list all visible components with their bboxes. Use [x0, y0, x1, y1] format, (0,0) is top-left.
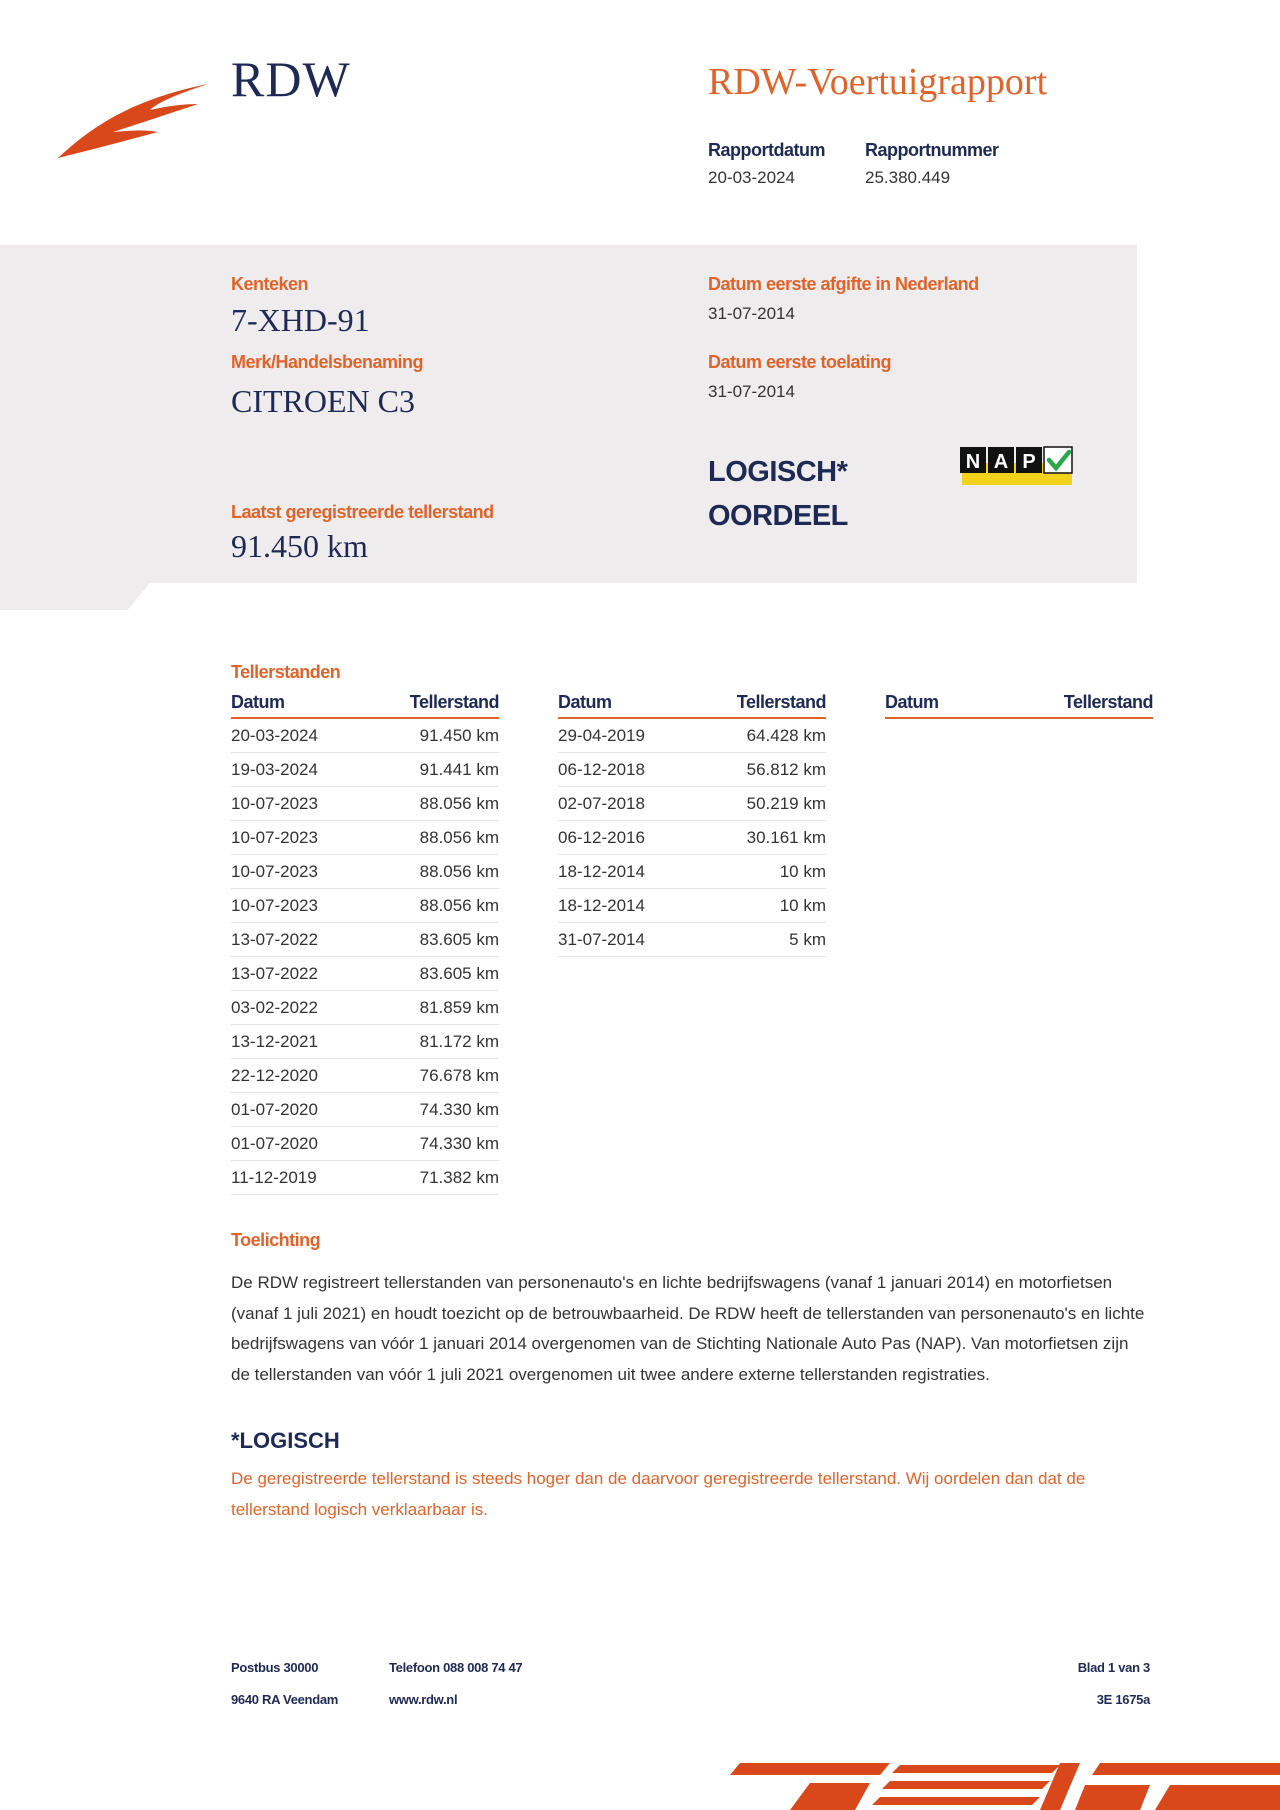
row-value: 88.056 km: [419, 896, 499, 915]
table-row: [231, 719, 499, 753]
nap-letter-n: N: [965, 451, 981, 473]
row-value: 74.330 km: [419, 1100, 499, 1119]
table-row: [558, 787, 826, 821]
row-value: 88.056 km: [419, 794, 499, 813]
odometer-table-3: [885, 692, 1153, 719]
row-value: 5 km: [789, 930, 826, 949]
row-value: 30.161 km: [746, 828, 826, 847]
row-date: 22-12-2020: [231, 1066, 318, 1085]
table-row: [231, 957, 499, 991]
row-value: 83.605 km: [419, 930, 499, 949]
row-value: 71.382 km: [419, 1168, 499, 1187]
row-value: 74.330 km: [419, 1134, 499, 1153]
explanation-text: De RDW registreert tellerstanden van personenauto's en lichte bedrijfswagens (vanaf 1 januari 2014) en motorfietsen (vanaf 1 juli 2021) en houdt toezicht op de betrouwbaarheid. De RDW heeft de tellerstanden van personenauto's en lichte bedrijfswagens van vóór 1 januari 2014 overgenomen van de Stichting Nationale Auto Pas (NAP). Van motorfietsen zijn de tellerstanden van vóór 1 juli 2021 overgenomen uit twee andere externe tellerstanden registraties.: [231, 1273, 1145, 1384]
odometer-title: Tellerstanden: [231, 662, 341, 682]
row-value: 91.450 km: [419, 726, 499, 745]
vehicle-info-panel: [0, 245, 1137, 583]
row-date: 02-07-2018: [558, 794, 645, 813]
row-date: 29-04-2019: [558, 726, 645, 745]
table-row: [231, 753, 499, 787]
footer-code: 3E 1675a: [1096, 1692, 1150, 1707]
explanation-title: Toelichting: [231, 1230, 321, 1250]
table-body: [231, 719, 499, 1195]
col-date-header: Datum: [231, 692, 285, 712]
row-date: 20-03-2024: [231, 726, 318, 745]
last-odometer-label: Laatst geregistreerde tellerstand: [231, 502, 494, 522]
table-row: [231, 1059, 499, 1093]
table-header: [558, 692, 826, 719]
table-row: [231, 1127, 499, 1161]
brand-name: RDW: [231, 51, 351, 107]
table-row: [231, 991, 499, 1025]
merk-label: Merk/Handelsbenaming: [231, 352, 424, 372]
table-row: [558, 855, 826, 889]
nap-letter-a: A: [993, 451, 1009, 473]
kenteken-label: Kenteken: [231, 274, 309, 294]
table-row: [231, 787, 499, 821]
kenteken-value: 7-XHD-91: [231, 302, 370, 338]
table-row: [558, 821, 826, 855]
row-date: 31-07-2014: [558, 930, 645, 949]
row-value: 64.428 km: [746, 726, 826, 745]
table-row: [231, 889, 499, 923]
rdw-logo-icon: [58, 80, 208, 160]
odometer-table-2: [558, 692, 826, 957]
toelating-value: 31-07-2014: [708, 382, 795, 401]
report-number-label: Rapportnummer: [865, 140, 999, 160]
row-date: 13-07-2022: [231, 964, 318, 983]
table-header: [231, 692, 499, 719]
footer-telefoon: Telefoon 088 008 74 47: [389, 1660, 523, 1675]
row-date: 10-07-2023: [231, 896, 318, 915]
row-value: 81.172 km: [419, 1032, 499, 1051]
report-number-value: 25.380.449: [865, 168, 951, 187]
afgifte-label: Datum eerste afgifte in Nederland: [708, 274, 979, 294]
row-value: 10 km: [779, 896, 826, 915]
row-date: 06-12-2018: [558, 760, 645, 779]
table-row: [231, 923, 499, 957]
table-row: [231, 1025, 499, 1059]
report-date-label: Rapportdatum: [708, 140, 825, 160]
table-row: [558, 753, 826, 787]
odometer-table-1: [231, 692, 499, 1195]
row-date: 18-12-2014: [558, 896, 645, 915]
table-row: [231, 1093, 499, 1127]
col-value-header: Tellerstand: [409, 692, 499, 712]
panel-notch: [0, 583, 150, 610]
verdict-line1: LOGISCH*: [708, 456, 848, 488]
row-date: 03-02-2022: [231, 998, 318, 1017]
verdict: [708, 450, 848, 538]
row-value: 88.056 km: [419, 828, 499, 847]
footer-page-number: Blad 1 van 3: [1077, 1660, 1150, 1675]
table-body: [558, 719, 826, 957]
col-date-header: Datum: [885, 692, 939, 712]
table-row: [558, 889, 826, 923]
row-value: 91.441 km: [419, 760, 499, 779]
table-row: [558, 923, 826, 957]
row-value: 50.219 km: [746, 794, 826, 813]
table-row: [231, 821, 499, 855]
nap-check-icon: [960, 445, 1075, 487]
table-row: [231, 855, 499, 889]
row-value: 83.605 km: [419, 964, 499, 983]
logisch-title: *LOGISCH: [231, 1428, 340, 1453]
row-date: 10-07-2023: [231, 828, 318, 847]
row-value: 10 km: [779, 862, 826, 881]
row-date: 13-07-2022: [231, 930, 318, 949]
afgifte-value: 31-07-2014: [708, 304, 795, 323]
row-value: 56.812 km: [746, 760, 826, 779]
col-value-header: Tellerstand: [736, 692, 826, 712]
row-value: 88.056 km: [419, 862, 499, 881]
row-date: 19-03-2024: [231, 760, 318, 779]
table-header: [885, 692, 1153, 719]
table-row: [231, 1161, 499, 1195]
footer-plaats: 9640 RA Veendam: [231, 1692, 339, 1707]
row-value: 76.678 km: [419, 1066, 499, 1085]
footer-postbus: Postbus 30000: [231, 1660, 319, 1675]
row-date: 11-12-2019: [231, 1168, 317, 1187]
row-date: 01-07-2020: [231, 1100, 318, 1119]
row-date: 10-07-2023: [231, 794, 318, 813]
verdict-line2: OORDEEL: [708, 500, 848, 532]
row-date: 13-12-2021: [231, 1032, 318, 1051]
last-odometer-value: 91.450 km: [231, 528, 368, 564]
rdw-stripes-icon: [730, 1755, 1280, 1810]
nap-letter-p: P: [1022, 451, 1036, 473]
row-date: 01-07-2020: [231, 1134, 318, 1153]
report-title: RDW-Voertuigrapport: [708, 61, 1048, 103]
col-value-header: Tellerstand: [1063, 692, 1153, 712]
footer-website[interactable]: www.rdw.nl: [389, 1692, 458, 1707]
report-date-value: 20-03-2024: [708, 168, 795, 187]
row-date: 18-12-2014: [558, 862, 645, 881]
row-date: 06-12-2016: [558, 828, 645, 847]
logisch-text: De geregistreerde tellerstand is steeds hoger dan de daarvoor geregistreerde tellerstand. Wij oordelen dan dat de tellerstand logisch verklaarbaar is.: [231, 1469, 1086, 1519]
merk-value: CITROEN C3: [231, 383, 415, 419]
col-date-header: Datum: [558, 692, 612, 712]
row-value: 81.859 km: [419, 998, 499, 1017]
row-date: 10-07-2023: [231, 862, 318, 881]
toelating-label: Datum eerste toelating: [708, 352, 892, 372]
table-row: [558, 719, 826, 753]
